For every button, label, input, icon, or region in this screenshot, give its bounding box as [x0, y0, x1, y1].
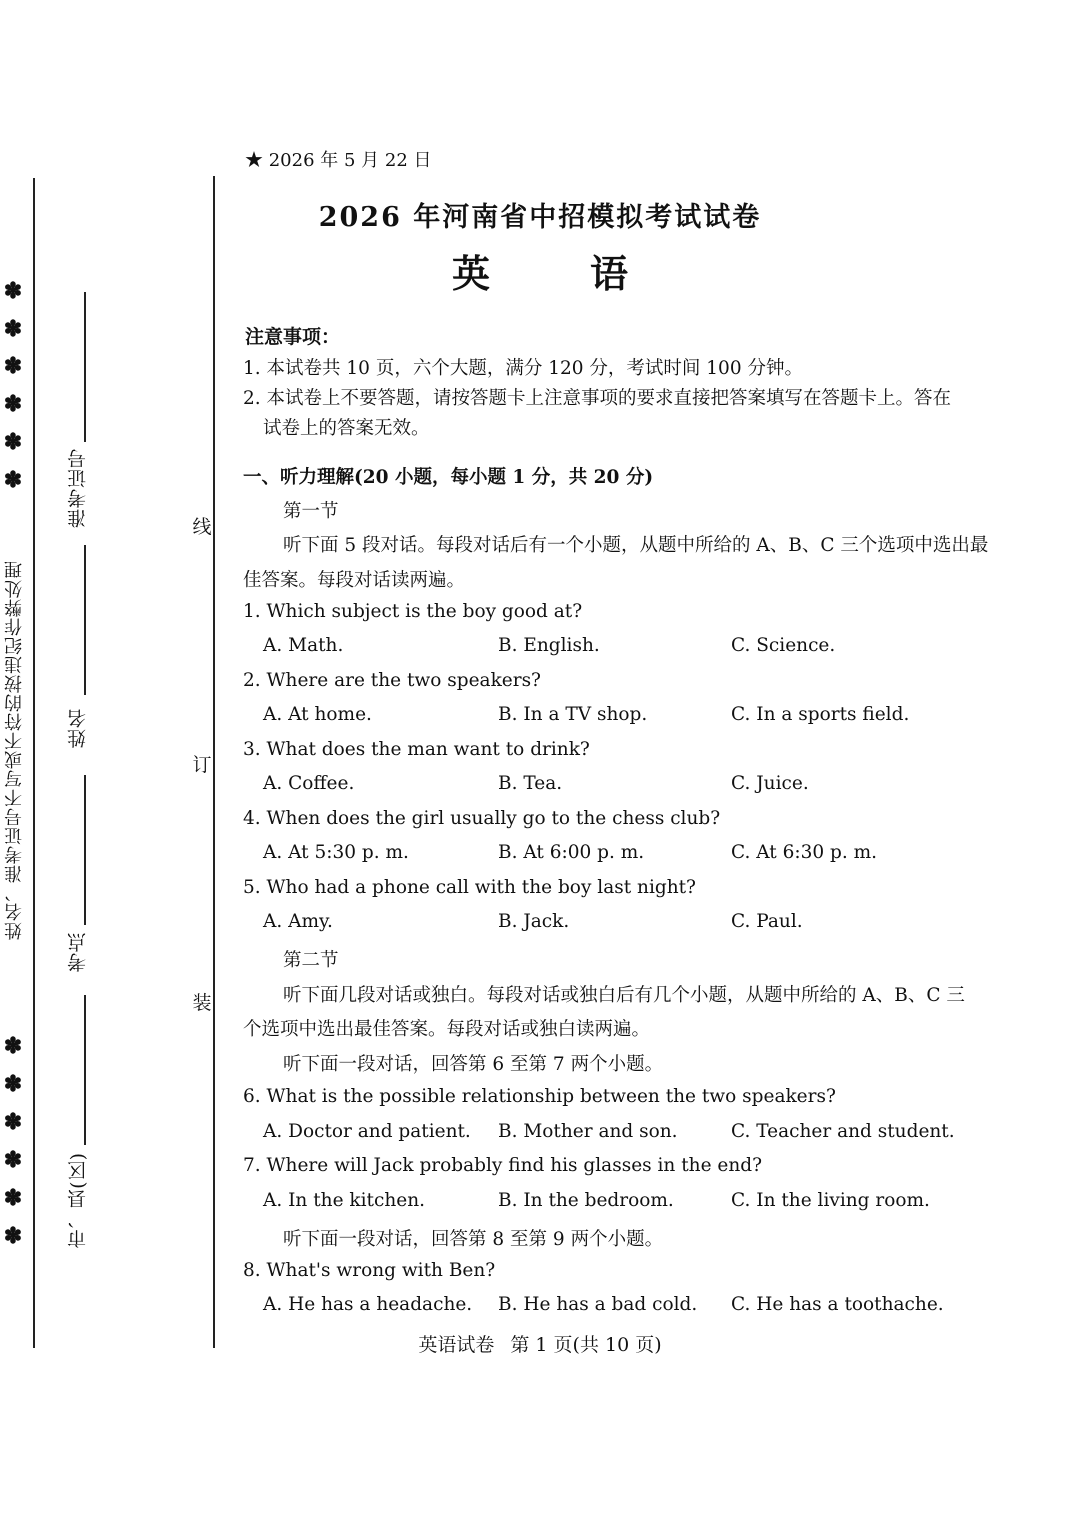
option-c: C. He has a toothache. — [731, 1294, 944, 1315]
notice-item-2-cont: 试卷上的答案无效。 — [263, 418, 430, 439]
page-footer — [0, 1330, 1080, 1357]
dialog-instruction-8-9: 听下面一段对话，回答第 8 至第 9 两个小题。 — [283, 1229, 664, 1250]
notice-item-2: 2. 本试卷上不要答题，请按答题卡上注意事项的要求直接把答案填写在答题卡上。答在 — [243, 388, 952, 409]
option-a: A. Doctor and patient. — [263, 1121, 471, 1142]
star-icon: ✽ — [3, 467, 23, 493]
question-4: 4. When does the girl usually go to the chess club? — [243, 808, 721, 829]
option-c: C. Science. — [731, 635, 836, 656]
option-b: B. In the bedroom. — [498, 1190, 674, 1211]
question-6: 6. What is the possible relationship between the two speakers? — [243, 1086, 836, 1107]
option-b: B. English. — [498, 635, 600, 656]
option-c: C. Paul. — [731, 911, 803, 932]
binding-line-outer — [33, 178, 35, 1348]
option-b: B. Tea. — [498, 773, 563, 794]
star-icon: ✽ — [3, 278, 23, 304]
option-a: A. At 5:30 p. m. — [263, 842, 409, 863]
notice-heading: 注意事项： — [245, 326, 341, 348]
option-a: A. Coffee. — [263, 773, 355, 794]
star-icon: ✽ — [3, 316, 23, 342]
seal-word-bind: 订 — [192, 754, 212, 776]
seal-word-pack: 装 — [192, 992, 212, 1014]
footer-subject: 英语试卷 — [418, 1334, 495, 1356]
cheating-warning: 姓名、准考证号不写或不符的按违纪作弊处理 — [4, 560, 25, 940]
question-1: 1. Which subject is the boy good at? — [243, 601, 583, 622]
option-a: A. Math. — [263, 635, 344, 656]
part1-instruction: 听下面 5 段对话。每段对话后有一个小题，从题中所给的 A、B、C 三个选项中选出最 — [283, 535, 989, 556]
option-a: A. In the kitchen. — [263, 1190, 425, 1211]
star-icon: ✽ — [3, 1109, 23, 1135]
option-b: B. At 6:00 p. m. — [498, 842, 645, 863]
subject-char: 语 — [590, 251, 629, 296]
option-c: C. In the living room. — [731, 1190, 930, 1211]
option-b: B. In a TV shop. — [498, 704, 648, 725]
star-icon: ✽ — [3, 391, 23, 417]
part2-instruction-cont: 个选项中选出最佳答案。每段对话或独白读两遍。 — [243, 1019, 651, 1040]
dialog-instruction-6-7: 听下面一段对话，回答第 6 至第 7 两个小题。 — [283, 1054, 664, 1075]
option-c: C. At 6:30 p. m. — [731, 842, 878, 863]
option-b: B. Mother and son. — [498, 1121, 678, 1142]
question-8: 8. What's wrong with Ben? — [243, 1260, 496, 1281]
section-heading: 一、听力理解(20 小题，每小题 1 分，共 20 分) — [243, 467, 654, 488]
admission-number-label: 准考证号 — [67, 448, 89, 528]
exam-site-label: 考点 — [67, 932, 89, 972]
question-3: 3. What does the man want to drink? — [243, 739, 590, 760]
name-label: 姓名 — [67, 708, 89, 748]
option-b: B. He has a bad cold. — [498, 1294, 698, 1315]
city-county-label: 市、县(区) — [67, 1152, 89, 1249]
star-icon: ✽ — [3, 1147, 23, 1173]
name-line — [84, 545, 86, 695]
option-c: C. In a sports field. — [731, 704, 910, 725]
star-icon: ✽ — [3, 429, 23, 455]
option-a: A. He has a headache. — [263, 1294, 473, 1315]
exam-date: ★ 2026 年 5 月 22 日 — [245, 150, 432, 171]
option-c: C. Teacher and student. — [731, 1121, 955, 1142]
question-5: 5. Who had a phone call with the boy last night? — [243, 877, 696, 898]
exam-site-line — [84, 775, 86, 925]
option-c: C. Juice. — [731, 773, 809, 794]
question-7: 7. Where will Jack probably find his glasses in the end? — [243, 1155, 763, 1176]
part1-title: 第一节 — [283, 501, 339, 522]
subject-heading — [0, 243, 1080, 298]
star-icon: ✽ — [3, 1071, 23, 1097]
seal-word-line: 线 — [192, 516, 212, 538]
option-a: A. At home. — [263, 704, 372, 725]
city-county-line — [84, 995, 86, 1145]
subject-char: 英 — [451, 251, 490, 296]
footer-page-number: 第 1 页(共 10 页) — [510, 1334, 662, 1356]
part2-title: 第二节 — [283, 950, 339, 971]
star-icon: ✽ — [3, 1223, 23, 1249]
star-icon: ✽ — [3, 353, 23, 379]
option-b: B. Jack. — [498, 911, 570, 932]
option-a: A. Amy. — [263, 911, 333, 932]
star-icon: ✽ — [3, 1185, 23, 1211]
question-2: 2. Where are the two speakers? — [243, 670, 541, 691]
admission-number-line — [84, 292, 86, 442]
star-icon: ✽ — [3, 1033, 23, 1059]
exam-title: 2026 年河南省中招模拟考试试卷 — [318, 202, 762, 233]
part2-instruction: 听下面几段对话或独白。每段对话或独白后有几个小题，从题中所给的 A、B、C 三 — [283, 985, 965, 1006]
notice-item-1: 1. 本试卷共 10 页，六个大题，满分 120 分，考试时间 100 分钟。 — [243, 358, 803, 379]
part1-instruction-cont: 佳答案。每段对话读两遍。 — [243, 570, 466, 591]
